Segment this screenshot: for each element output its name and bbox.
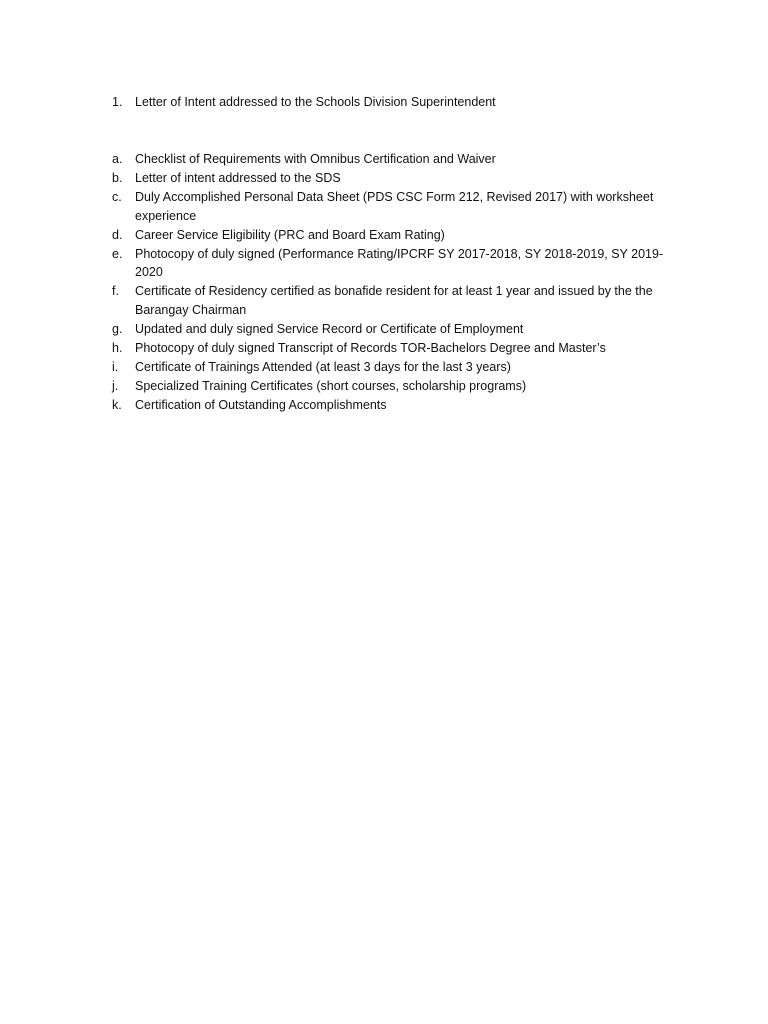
requirements-list [112,150,672,415]
list-item-h [112,339,672,358]
list-item-i [112,358,672,377]
list-item-text: Letter of intent addressed to the SDS [135,170,341,185]
list-item-b [112,169,672,188]
list-marker: b. [112,170,123,185]
list-marker: h. [112,341,123,356]
list-item-k [112,396,672,415]
list-item-text: Checklist of Requirements with Omnibus Certification and Waiver [135,152,496,166]
list-item-a [112,150,672,169]
list-item-d [112,226,672,245]
list-marker: e. [112,246,123,261]
list-marker: 1. [112,95,123,109]
list-item-text: Updated and duly signed Service Record or Certificate of Employment [135,322,524,337]
list-item-c [112,188,672,226]
list-item-text: Photocopy of duly signed (Performance Rating/IPCRF SY 2017-2018, SY 2018-2019, SY 2019-2020 [135,246,664,280]
list-marker: f. [112,284,119,299]
list-item-text: Photocopy of duly signed Transcript of Records TOR-Bachelors Degree and Master’s [135,341,606,356]
list-item-text: Certificate of Trainings Attended (at least 3 days for the last 3 years) [135,359,511,374]
list-marker: a. [112,152,123,166]
list-item-text: Duly Accomplished Personal Data Sheet (PDS CSC Form 212, Revised 2017) with worksheet experience [135,189,654,223]
list-item-g [112,320,672,339]
list-marker: d. [112,227,123,242]
list-item-text: Certification of Outstanding Accomplishments [135,397,387,412]
list-marker: j. [112,378,119,393]
list-item-text: Career Service Eligibility (PRC and Board Exam Rating) [135,227,445,242]
list-marker: i. [112,359,119,374]
list-item-f [112,282,672,320]
list-marker: k. [112,397,122,412]
list-marker: g. [112,322,123,337]
list-item-j [112,377,672,396]
list-item-text: Specialized Training Certificates (short courses, scholarship programs) [135,378,527,393]
list-marker: c. [112,189,122,204]
list-item-text: Letter of Intent addressed to the Schools Division Superintendent [135,95,496,109]
list-item-text: Certificate of Residency certified as bonafide resident for at least 1 year and issued by the the Barangay Chairman [135,284,653,318]
list-item-e [112,245,672,283]
